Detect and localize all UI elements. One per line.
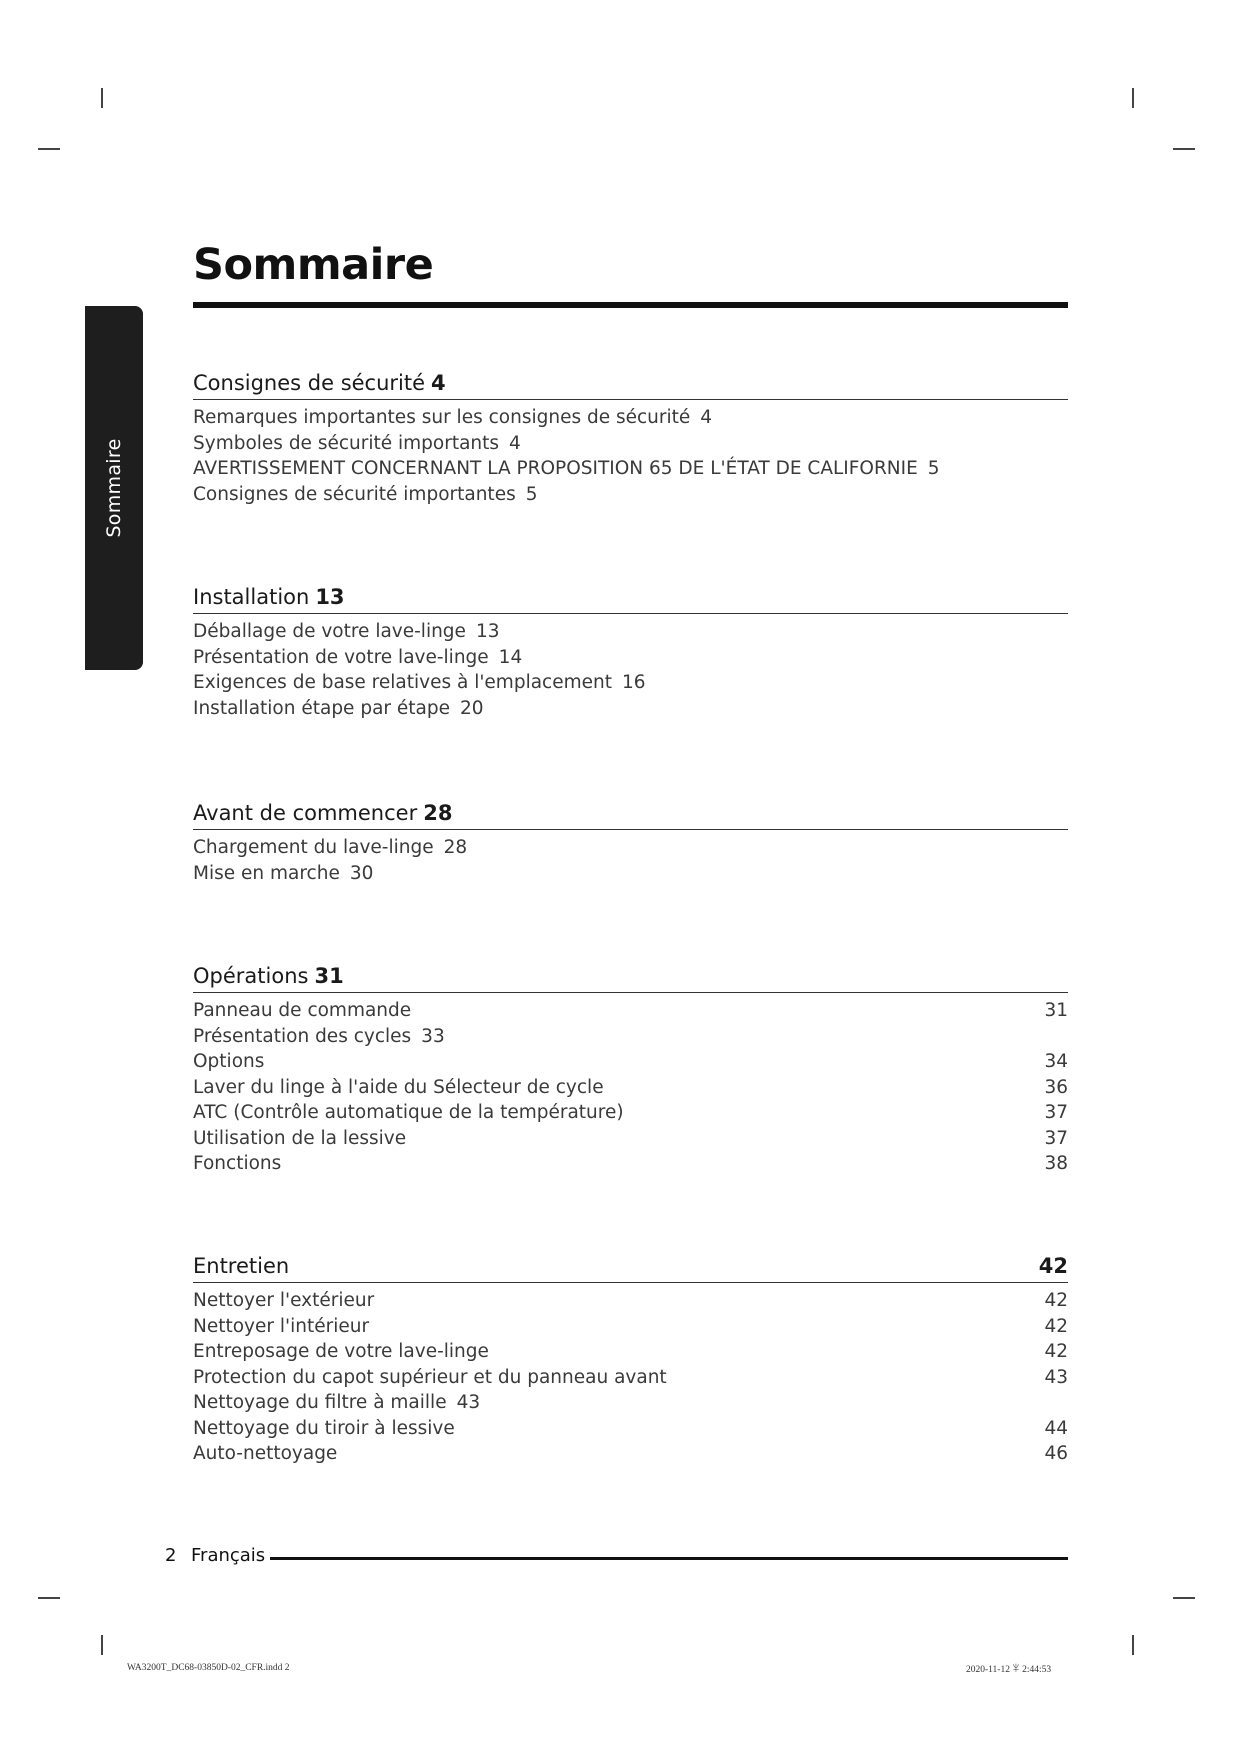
toc-entry[interactable] xyxy=(193,1314,1068,1340)
entry-page-number: 5 xyxy=(927,458,940,479)
slug-file: WA3200T_DC68-03850D-02_CFR.indd 2 xyxy=(127,1663,290,1673)
slug-date: 2020-11-12 ꈎ 2:44:53 xyxy=(966,1665,1052,1675)
section-page-number: 28 xyxy=(423,801,453,825)
entry-title-row xyxy=(193,1075,604,1101)
entry-title-row xyxy=(193,1314,369,1340)
entry-page-number: 33 xyxy=(421,1025,445,1047)
entry-page-number: 34 xyxy=(1044,1051,1068,1072)
entry-title-row xyxy=(193,1416,455,1442)
toc-entry[interactable] xyxy=(193,456,1068,482)
entry-title-row xyxy=(193,1441,337,1467)
entry-title: Remarques importantes sur les consignes de sécurité xyxy=(193,407,691,428)
crop-mark xyxy=(1132,1635,1134,1655)
entry-title-row xyxy=(193,619,499,645)
section-title: Entretien xyxy=(193,1254,290,1278)
toc-entry[interactable] xyxy=(193,835,1068,861)
toc-entry[interactable] xyxy=(193,619,1068,645)
toc-entry[interactable] xyxy=(193,1075,1068,1101)
crop-mark xyxy=(1173,1597,1195,1599)
entry-page-number: 4 xyxy=(509,432,521,454)
entry-title-row xyxy=(193,1288,374,1314)
entry-title: Symboles de sécurité importants xyxy=(193,432,500,454)
section-title: Installation xyxy=(193,585,310,609)
entry-title: Auto-nettoyage xyxy=(193,1443,338,1464)
toc-entry[interactable] xyxy=(193,1024,1068,1050)
entry-page-number: 13 xyxy=(475,621,500,642)
entry-title: Entreposage de votre lave-linge xyxy=(193,1341,489,1362)
crop-mark xyxy=(38,148,60,150)
entry-title-row xyxy=(193,1365,667,1391)
toc-entry[interactable] xyxy=(193,1288,1068,1314)
crop-mark xyxy=(1132,88,1134,108)
section-heading[interactable] xyxy=(193,371,1068,400)
entry-title: Chargement du lave-linge xyxy=(193,837,434,858)
toc-entry[interactable] xyxy=(193,645,1068,671)
entry-title-row xyxy=(193,835,467,861)
entry-title-row xyxy=(193,1126,406,1152)
entry-page-number: 36 xyxy=(1044,1076,1068,1098)
entry-page-number: 20 xyxy=(460,697,484,719)
entry-title: Mise en marche xyxy=(193,862,340,884)
footer-page-number: 2 xyxy=(165,1545,177,1566)
toc-entry[interactable] xyxy=(193,1441,1068,1467)
toc-entry[interactable] xyxy=(193,1365,1068,1391)
entry-page-number: 5 xyxy=(525,483,538,505)
toc-section xyxy=(193,964,1068,1177)
entry-page-number: 43 xyxy=(1044,1366,1068,1388)
entry-title-row xyxy=(193,405,712,431)
entry-title: Déballage de votre lave-linge xyxy=(193,621,466,642)
entry-title-row xyxy=(193,670,646,696)
entry-page-number: 37 xyxy=(1044,1127,1068,1149)
title-rule xyxy=(193,302,1068,308)
toc-entry[interactable] xyxy=(193,1390,1068,1416)
entry-title-row xyxy=(193,1151,281,1177)
entry-page-number: 42 xyxy=(1044,1341,1068,1362)
toc-entry[interactable] xyxy=(193,1100,1068,1126)
crop-mark xyxy=(1173,148,1195,150)
entry-title: Nettoyage du tiroir à lessive xyxy=(193,1417,455,1439)
toc-section xyxy=(193,585,1068,721)
entry-title: Présentation de votre lave-linge xyxy=(193,646,489,668)
toc-entry[interactable] xyxy=(193,998,1068,1024)
section-heading[interactable] xyxy=(193,801,1068,830)
entry-title: Laver du linge à l'aide du Sélecteur de cycle xyxy=(193,1076,604,1098)
toc-section xyxy=(193,371,1068,507)
toc-entry[interactable] xyxy=(193,1126,1068,1152)
entry-page-number: 31 xyxy=(1044,1000,1068,1021)
toc-entry[interactable] xyxy=(193,861,1068,887)
entry-title: ATC (Contrôle automatique de la température) xyxy=(193,1102,624,1123)
entry-title-row xyxy=(193,861,373,887)
entry-title-row xyxy=(193,1049,264,1075)
toc-entry[interactable] xyxy=(193,1416,1068,1442)
entry-page-number: 28 xyxy=(443,837,468,858)
side-tab xyxy=(85,306,143,670)
crop-mark xyxy=(101,88,103,108)
entry-title: Consignes de sécurité importantes xyxy=(193,483,516,505)
toc-entry[interactable] xyxy=(193,696,1068,722)
entry-page-number: 43 xyxy=(456,1392,481,1413)
section-title: Consignes de sécurité xyxy=(193,371,426,395)
entry-title-row xyxy=(193,998,411,1024)
entry-page-number: 42 xyxy=(1044,1315,1068,1337)
toc-entry[interactable] xyxy=(193,431,1068,457)
entry-title-row xyxy=(193,431,521,457)
toc-entry[interactable] xyxy=(193,1339,1068,1365)
entry-title: Panneau de commande xyxy=(193,1000,412,1021)
entry-title-row xyxy=(193,1390,480,1416)
toc-entry[interactable] xyxy=(193,1151,1068,1177)
section-title-row xyxy=(193,801,452,825)
section-heading[interactable] xyxy=(193,1254,1068,1283)
entry-title: Nettoyage du filtre à maille xyxy=(193,1392,447,1413)
footer-rule xyxy=(270,1557,1068,1560)
crop-mark xyxy=(101,1635,103,1655)
section-heading[interactable] xyxy=(193,585,1068,614)
toc-section xyxy=(193,1254,1068,1467)
entry-page-number: 37 xyxy=(1044,1102,1068,1123)
entry-title: Nettoyer l'extérieur xyxy=(193,1290,375,1311)
toc-entry[interactable] xyxy=(193,482,1068,508)
entry-title: AVERTISSEMENT CONCERNANT LA PROPOSITION 65 DE L'ÉTAT DE CALIFORNIE xyxy=(193,458,918,479)
page-title: Sommaire xyxy=(193,240,434,290)
toc-entry[interactable] xyxy=(193,670,1068,696)
section-title-row xyxy=(193,964,344,988)
section-page-number: 31 xyxy=(314,964,344,988)
entry-title-row xyxy=(193,1024,445,1050)
section-title-row xyxy=(193,585,345,609)
entry-title-row xyxy=(193,456,940,482)
toc-section xyxy=(193,801,1068,886)
toc-entry[interactable] xyxy=(193,405,1068,431)
entry-title: Fonctions xyxy=(193,1153,282,1174)
entry-title-row xyxy=(193,696,484,722)
entry-title: Installation étape par étape xyxy=(193,697,450,719)
entry-page-number: 38 xyxy=(1044,1153,1068,1174)
entry-title: Protection du capot supérieur et du panneau avant xyxy=(193,1366,667,1388)
side-tab-label: Sommaire xyxy=(103,438,125,538)
entry-title-row xyxy=(193,1100,624,1126)
entry-title-row xyxy=(193,645,522,671)
section-heading[interactable] xyxy=(193,964,1068,993)
entry-title: Exigences de base relatives à l'emplacement xyxy=(193,672,612,693)
section-page-number: 42 xyxy=(1038,1254,1068,1278)
entry-page-number: 16 xyxy=(622,672,646,693)
section-page-number: 4 xyxy=(431,371,446,395)
entry-page-number: 44 xyxy=(1044,1417,1068,1439)
section-page-number: 13 xyxy=(315,585,345,609)
entry-title-row xyxy=(193,482,538,508)
toc-entry[interactable] xyxy=(193,1049,1068,1075)
section-title: Opérations xyxy=(193,964,309,988)
section-title-row xyxy=(193,371,446,395)
entry-page-number: 14 xyxy=(498,646,523,668)
entry-title: Présentation des cycles xyxy=(193,1025,412,1047)
crop-mark xyxy=(38,1597,60,1599)
entry-page-number: 4 xyxy=(700,407,713,428)
entry-page-number: 46 xyxy=(1044,1443,1068,1464)
entry-page-number: 42 xyxy=(1044,1290,1068,1311)
entry-title: Nettoyer l'intérieur xyxy=(193,1315,370,1337)
entry-title: Utilisation de la lessive xyxy=(193,1127,407,1149)
entry-page-number: 30 xyxy=(349,862,374,884)
entry-title: Options xyxy=(193,1051,265,1072)
entry-title-row xyxy=(193,1339,489,1365)
footer-language: Français xyxy=(191,1545,266,1566)
section-title: Avant de commencer xyxy=(193,801,418,825)
